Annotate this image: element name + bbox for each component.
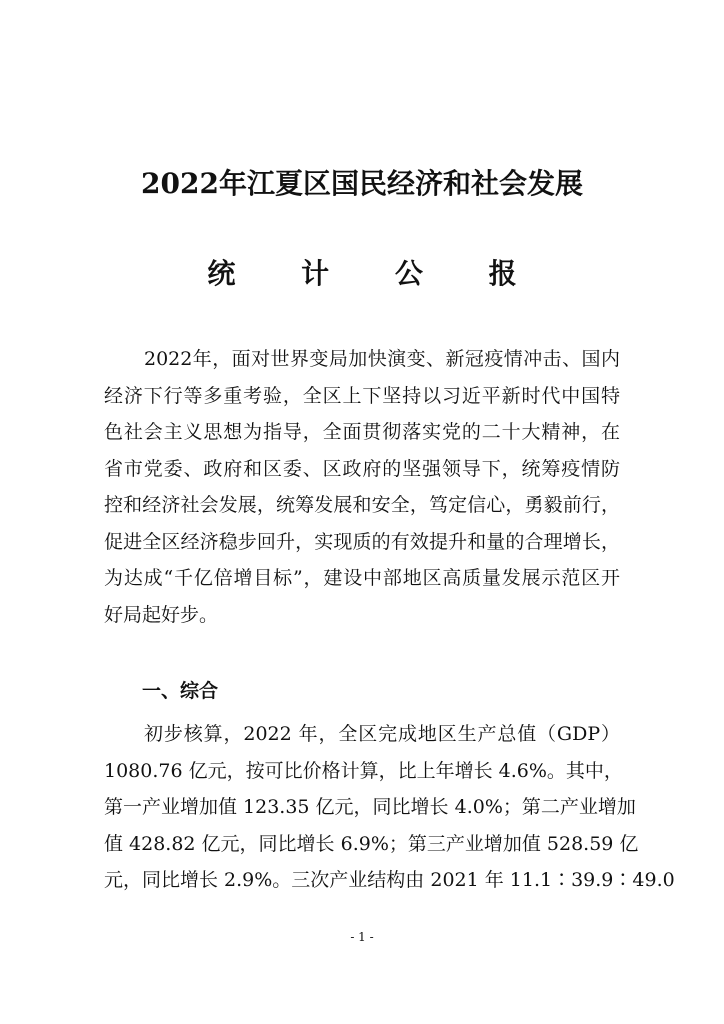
paragraph-line: 好局起好步。: [104, 603, 219, 626]
intro-paragraph: [104, 341, 620, 633]
paragraph-line: 值 428.82 亿元，同比增长 6.9%；第三产业增加值 528.59 亿: [104, 832, 639, 855]
paragraph-line: 为达成“千亿倍增目标”，建设中部地区高质量发展示范区开: [104, 567, 620, 589]
paragraph-line: 控和经济社会发展，统筹发展和安全，笃定信心，勇毅前行，: [104, 494, 620, 516]
paragraph-line: 元，同比增长 2.9%。三次产业结构由 2021 年 11.1∶39.9∶49.0: [104, 869, 675, 891]
document-title: 2022年江夏区国民经济和社会发展: [141, 167, 583, 200]
document-subtitle: 统 计 公 报: [207, 257, 545, 290]
paragraph-line: 1080.76 亿元，按可比价格计算，比上年增长 4.6%。其中，: [104, 759, 623, 782]
page-number: - 1 -: [350, 930, 374, 944]
section-paragraph: [104, 716, 675, 899]
paragraph-line: 第一产业增加值 123.35 亿元，同比增长 4.0%；第二产业增加: [104, 796, 636, 818]
paragraph-line: 2022年，面对世界变局加快演变、新冠疫情冲击、国内: [144, 348, 620, 370]
paragraph-line: 促进全区经济稳步回升，实现质的有效提升和量的合理增长，: [104, 530, 620, 553]
section-heading: 一、综合: [142, 680, 219, 702]
paragraph-line: 省市党委、政府和区委、区政府的坚强领导下，统筹疫情防: [104, 457, 620, 480]
paragraph-line: 经济下行等多重考验，全区上下坚持以习近平新时代中国特: [104, 384, 620, 407]
paragraph-line: 色社会主义思想为指导，全面贯彻落实党的二十大精神，在: [104, 421, 620, 443]
paragraph-line: 初步核算，2022 年，全区完成地区生产总值（GDP）: [144, 723, 620, 745]
